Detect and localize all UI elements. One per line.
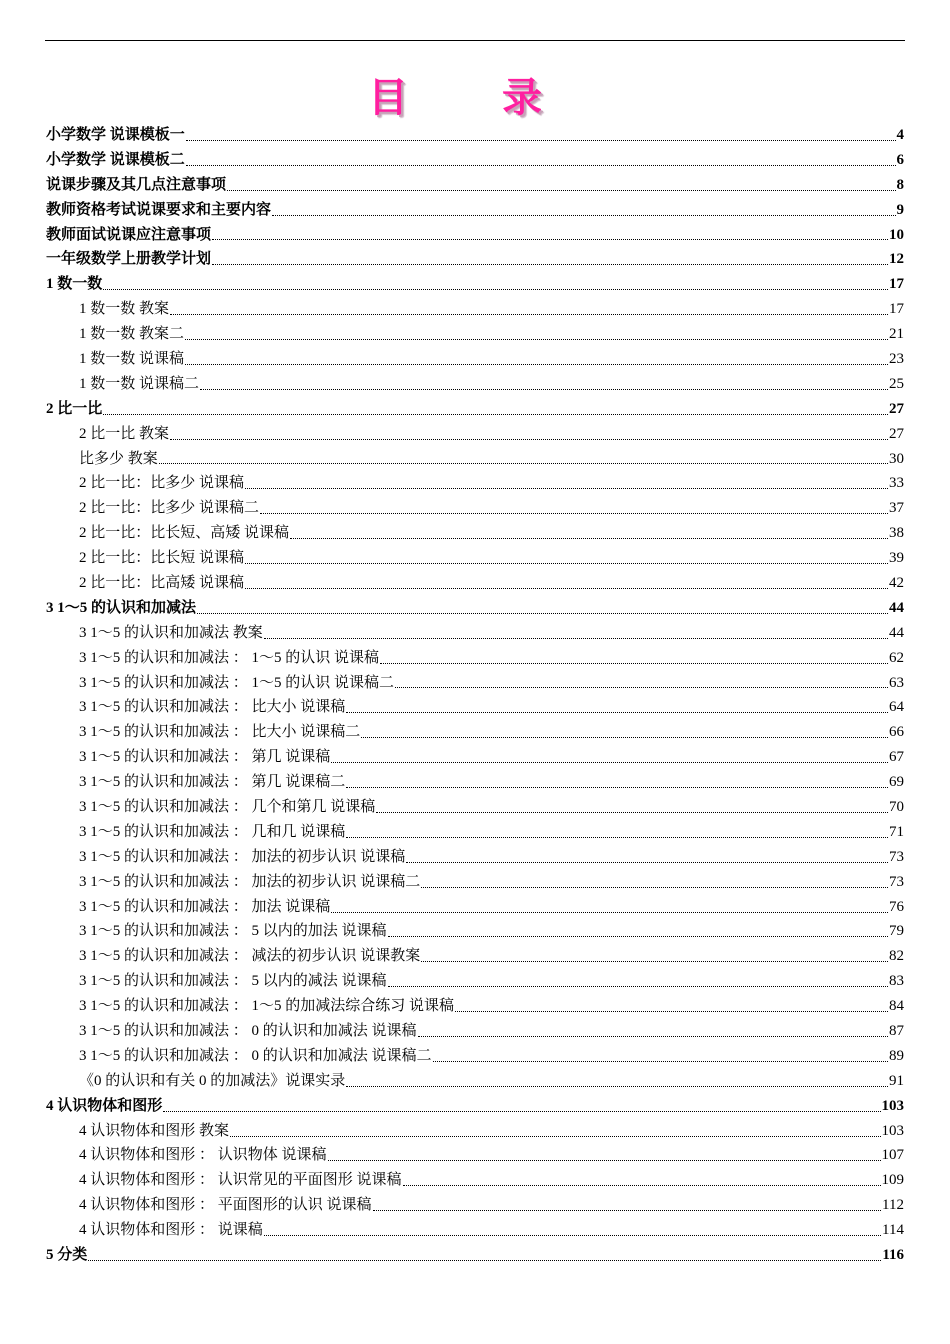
- toc-page-number: 116: [882, 1247, 904, 1264]
- toc-entry-title: 3 1～5 的认识和加减法 ： 第几 说课稿: [79, 749, 331, 766]
- toc-page-number: 91: [889, 1072, 904, 1089]
- toc-section-entry[interactable]: [79, 621, 904, 646]
- toc-page-number: 70: [889, 798, 904, 815]
- toc-page-number: 30: [889, 450, 904, 467]
- dot-leader: [159, 462, 888, 464]
- toc-entry-title: 4 认识物体和图形 ： 认识常见的平面图形 说课稿: [79, 1172, 402, 1189]
- toc-page-number: 76: [889, 898, 904, 915]
- toc-chapter-entry[interactable]: [46, 123, 904, 148]
- toc-section-entry[interactable]: [79, 1144, 904, 1169]
- dot-leader: [186, 164, 896, 166]
- toc-entry-title: 1 数一数 说课稿二: [79, 375, 200, 392]
- toc-page-number: 89: [889, 1047, 904, 1064]
- toc-section-entry[interactable]: [79, 1119, 904, 1144]
- toc-page-number: 112: [882, 1197, 904, 1214]
- dot-leader: [200, 388, 888, 390]
- toc-entry-title: 2 比一比: [46, 400, 103, 417]
- toc-entry-title: 2 比一比：比高矮 说课稿: [79, 574, 245, 591]
- toc-section-entry[interactable]: [79, 521, 904, 546]
- dot-leader: [388, 935, 888, 937]
- toc-page-number: 63: [889, 674, 904, 691]
- toc-page-number: 12: [889, 251, 904, 268]
- toc-page-number: 103: [881, 1122, 904, 1139]
- toc-section-entry[interactable]: [79, 969, 904, 994]
- toc-entry-title: 3 1～5 的认识和加减法 ： 减法的初步认识 说课教案: [79, 948, 421, 965]
- toc-section-entry[interactable]: [79, 1069, 904, 1094]
- toc-entry-title: 小学数学 说课模板二: [46, 151, 185, 168]
- dot-leader: [197, 612, 888, 614]
- toc-page-number: 84: [889, 998, 904, 1015]
- dot-leader: [406, 861, 888, 863]
- toc-section-entry[interactable]: [79, 870, 904, 895]
- toc-page-number: 67: [889, 749, 904, 766]
- toc-entry-title: 《0 的认识和有关 0 的加减法》说课实录: [79, 1072, 346, 1089]
- dot-leader: [212, 238, 888, 240]
- toc-page-number: 37: [889, 500, 904, 517]
- dot-leader: [185, 363, 888, 365]
- toc-section-entry[interactable]: [79, 496, 904, 521]
- toc-section-entry[interactable]: [79, 1044, 904, 1069]
- toc-entry-title: 3 1～5 的认识和加减法 ： 加法的初步认识 说课稿: [79, 848, 406, 865]
- toc-page-number: 66: [889, 724, 904, 741]
- toc-entry-title: 3 1～5 的认识和加减法 ： 0 的认识和加减法 说课稿二: [79, 1047, 432, 1064]
- toc-entry-title: 3 1～5 的认识和加减法 ： 1～5 的认识 说课稿二: [79, 674, 395, 691]
- toc-chapter-entry[interactable]: [46, 223, 904, 248]
- toc-page-number: 33: [889, 475, 904, 492]
- toc-entry-title: 3 1～5 的认识和加减法: [46, 599, 197, 616]
- toc-section-entry[interactable]: [79, 422, 904, 447]
- dot-leader: [227, 189, 895, 191]
- dot-leader: [331, 911, 888, 913]
- dot-leader: [170, 313, 888, 315]
- toc-page-number: 44: [889, 599, 904, 616]
- toc-entry-title: 3 1～5 的认识和加减法 ： 比大小 说课稿二: [79, 724, 361, 741]
- toc-page-number: 83: [889, 973, 904, 990]
- toc-chapter-entry[interactable]: [46, 596, 904, 621]
- dot-leader: [212, 263, 888, 265]
- toc-section-entry[interactable]: [79, 745, 904, 770]
- dot-leader: [88, 1259, 881, 1261]
- table-of-contents: [0, 123, 950, 1268]
- toc-entry-title: 3 1～5 的认识和加减法 ： 5 以内的减法 说课稿: [79, 973, 387, 990]
- toc-page-number: 21: [889, 326, 904, 343]
- toc-section-entry[interactable]: [79, 1168, 904, 1193]
- dot-leader: [346, 836, 888, 838]
- toc-section-entry[interactable]: [79, 671, 904, 696]
- dot-leader: [376, 811, 888, 813]
- toc-page-number: 42: [889, 574, 904, 591]
- dot-leader: [245, 562, 888, 564]
- dot-leader: [328, 1159, 881, 1161]
- toc-page-number: 39: [889, 550, 904, 567]
- toc-page-number: 114: [882, 1222, 904, 1239]
- toc-chapter-entry[interactable]: [46, 247, 904, 272]
- dot-leader: [373, 1209, 882, 1211]
- toc-entry-title: 1 数一数 教案: [79, 301, 170, 318]
- toc-page-number: 103: [881, 1097, 904, 1114]
- toc-entry-title: 2 比一比：比长短、高矮 说课稿: [79, 525, 290, 542]
- toc-section-entry[interactable]: [79, 944, 904, 969]
- dot-leader: [103, 288, 888, 290]
- toc-page-number: 87: [889, 1023, 904, 1039]
- toc-entry-title: 3 1～5 的认识和加减法 ： 加法的初步认识 说课稿二: [79, 873, 421, 890]
- dot-leader: [361, 736, 888, 738]
- toc-chapter-entry[interactable]: [46, 148, 904, 173]
- dot-leader: [388, 985, 888, 987]
- toc-page-number: 38: [889, 525, 904, 542]
- toc-page-number: 10: [889, 226, 904, 243]
- dot-leader: [230, 1135, 880, 1137]
- toc-section-entry[interactable]: [79, 720, 904, 745]
- toc-page-number: 27: [889, 425, 904, 442]
- toc-entry-title: 3 1～5 的认识和加减法 ： 几和几 说课稿: [79, 823, 346, 840]
- dot-leader: [421, 886, 888, 888]
- toc-page-number: 44: [889, 624, 904, 641]
- toc-entry-title: 2 比一比：比多少 说课稿: [79, 475, 245, 492]
- toc-section-entry[interactable]: [79, 447, 904, 472]
- toc-chapter-entry[interactable]: [46, 1243, 904, 1268]
- toc-page-number: 69: [889, 774, 904, 791]
- toc-section-entry[interactable]: [79, 571, 904, 596]
- toc-entry-title: 3 1～5 的认识和加减法 ： 比大小 说课稿: [79, 699, 346, 716]
- dot-leader: [290, 537, 888, 539]
- toc-entry-title: 一年级数学上册教学计划: [46, 251, 212, 268]
- toc-entry-title: 4 认识物体和图形 教案: [79, 1122, 230, 1139]
- dot-leader: [433, 1060, 888, 1062]
- toc-entry-title: 4 认识物体和图形 ： 认识物体 说课稿: [79, 1147, 327, 1164]
- toc-section-entry[interactable]: [79, 322, 904, 347]
- toc-page-number: 25: [889, 375, 904, 392]
- dot-leader: [272, 214, 895, 216]
- dot-leader: [346, 786, 888, 788]
- toc-section-entry[interactable]: [79, 1019, 904, 1044]
- toc-entry-title: 1 数一数 教案二: [79, 326, 185, 343]
- dot-leader: [418, 1035, 888, 1037]
- toc-entry-title: 说课步骤及其几点注意事项: [46, 176, 227, 193]
- dot-leader: [403, 1184, 881, 1186]
- toc-section-entry[interactable]: [79, 372, 904, 397]
- toc-page-number: 23: [889, 350, 904, 367]
- toc-chapter-entry[interactable]: [46, 173, 904, 198]
- toc-entry-title: 比多少 教案: [79, 450, 158, 467]
- dot-leader: [185, 338, 888, 340]
- toc-chapter-entry[interactable]: [46, 397, 904, 422]
- dot-leader: [380, 662, 888, 664]
- toc-entry-title: 3 1～5 的认识和加减法 ： 几个和第几 说课稿: [79, 798, 376, 815]
- dot-leader: [245, 487, 888, 489]
- page-title: 目 录: [368, 75, 582, 121]
- toc-entry-title: 4 认识物体和图形 ： 说课稿: [79, 1222, 263, 1239]
- toc-section-entry[interactable]: [79, 1193, 904, 1218]
- toc-section-entry[interactable]: [79, 1218, 904, 1243]
- toc-chapter-entry[interactable]: [46, 198, 904, 223]
- toc-page-number: 71: [889, 823, 904, 840]
- toc-page-number: 8: [896, 176, 904, 193]
- toc-page-number: 4: [896, 126, 904, 143]
- toc-entry-title: 2 比一比 教案: [79, 425, 170, 442]
- dot-leader: [103, 413, 888, 415]
- toc-page-number: 17: [889, 301, 904, 318]
- dot-leader: [421, 960, 888, 962]
- header-rule: [45, 40, 905, 41]
- toc-section-entry[interactable]: [79, 920, 904, 945]
- toc-entry-title: 2 比一比：比多少 说课稿二: [79, 500, 260, 517]
- toc-entry-title: 3 1～5 的认识和加减法 ： 0 的认识和加减法 说课稿: [79, 1023, 417, 1039]
- toc-page-number: 73: [889, 873, 904, 890]
- toc-chapter-entry[interactable]: [46, 272, 904, 297]
- dot-leader: [245, 587, 888, 589]
- toc-section-entry[interactable]: [79, 895, 904, 920]
- toc-entry-title: 5 分类: [46, 1247, 88, 1264]
- toc-page-number: 9: [896, 201, 904, 218]
- dot-leader: [395, 686, 888, 688]
- toc-page-number: 109: [881, 1172, 904, 1189]
- toc-chapter-entry[interactable]: [46, 1094, 904, 1119]
- toc-section-entry[interactable]: [79, 646, 904, 671]
- dot-leader: [170, 438, 888, 440]
- toc-section-entry[interactable]: [79, 994, 904, 1019]
- toc-page-number: 82: [889, 948, 904, 965]
- dot-leader: [346, 1085, 888, 1087]
- toc-page-number: 17: [889, 276, 904, 293]
- dot-leader: [331, 761, 888, 763]
- dot-leader: [455, 1010, 888, 1012]
- dot-leader: [186, 139, 896, 141]
- toc-section-entry[interactable]: [79, 770, 904, 795]
- toc-page-number: 79: [889, 923, 904, 940]
- toc-page-number: 64: [889, 699, 904, 716]
- toc-page-number: 73: [889, 848, 904, 865]
- dot-leader: [264, 637, 888, 639]
- toc-entry-title: 教师资格考试说课要求和主要内容: [46, 201, 272, 218]
- toc-entry-title: 2 比一比：比长短 说课稿: [79, 550, 245, 567]
- toc-entry-title: 3 1～5 的认识和加减法 ： 1～5 的加减法综合练习 说课稿: [79, 998, 455, 1015]
- dot-leader: [346, 711, 888, 713]
- toc-page-number: 6: [896, 151, 904, 168]
- toc-entry-title: 小学数学 说课模板一: [46, 126, 185, 143]
- dot-leader: [260, 512, 888, 514]
- toc-section-entry[interactable]: [79, 820, 904, 845]
- toc-section-entry[interactable]: [79, 471, 904, 496]
- toc-entry-title: 4 认识物体和图形: [46, 1097, 163, 1114]
- toc-section-entry[interactable]: [79, 695, 904, 720]
- toc-page-number: 27: [889, 400, 904, 417]
- toc-section-entry[interactable]: [79, 795, 904, 820]
- toc-section-entry[interactable]: [79, 845, 904, 870]
- toc-entry-title: 4 认识物体和图形 ： 平面图形的认识 说课稿: [79, 1197, 372, 1214]
- toc-entry-title: 1 数一数 说课稿: [79, 350, 185, 367]
- toc-entry-title: 3 1～5 的认识和加减法 ： 加法 说课稿: [79, 898, 331, 915]
- toc-entry-title: 3 1～5 的认识和加减法 ： 5 以内的加法 说课稿: [79, 923, 387, 940]
- toc-entry-title: 3 1～5 的认识和加减法 ： 第几 说课稿二: [79, 774, 346, 791]
- dot-leader: [264, 1234, 881, 1236]
- toc-page-number: 107: [881, 1147, 904, 1164]
- toc-section-entry[interactable]: [79, 347, 904, 372]
- toc-entry-title: 3 1～5 的认识和加减法 ： 1～5 的认识 说课稿: [79, 649, 380, 666]
- toc-entry-title: 1 数一数: [46, 276, 103, 293]
- dot-leader: [163, 1110, 880, 1112]
- toc-section-entry[interactable]: [79, 546, 904, 571]
- toc-entry-title: 教师面试说课应注意事项: [46, 226, 212, 243]
- toc-section-entry[interactable]: [79, 297, 904, 322]
- toc-page-number: 62: [889, 649, 904, 666]
- toc-entry-title: 3 1～5 的认识和加减法 教案: [79, 624, 263, 641]
